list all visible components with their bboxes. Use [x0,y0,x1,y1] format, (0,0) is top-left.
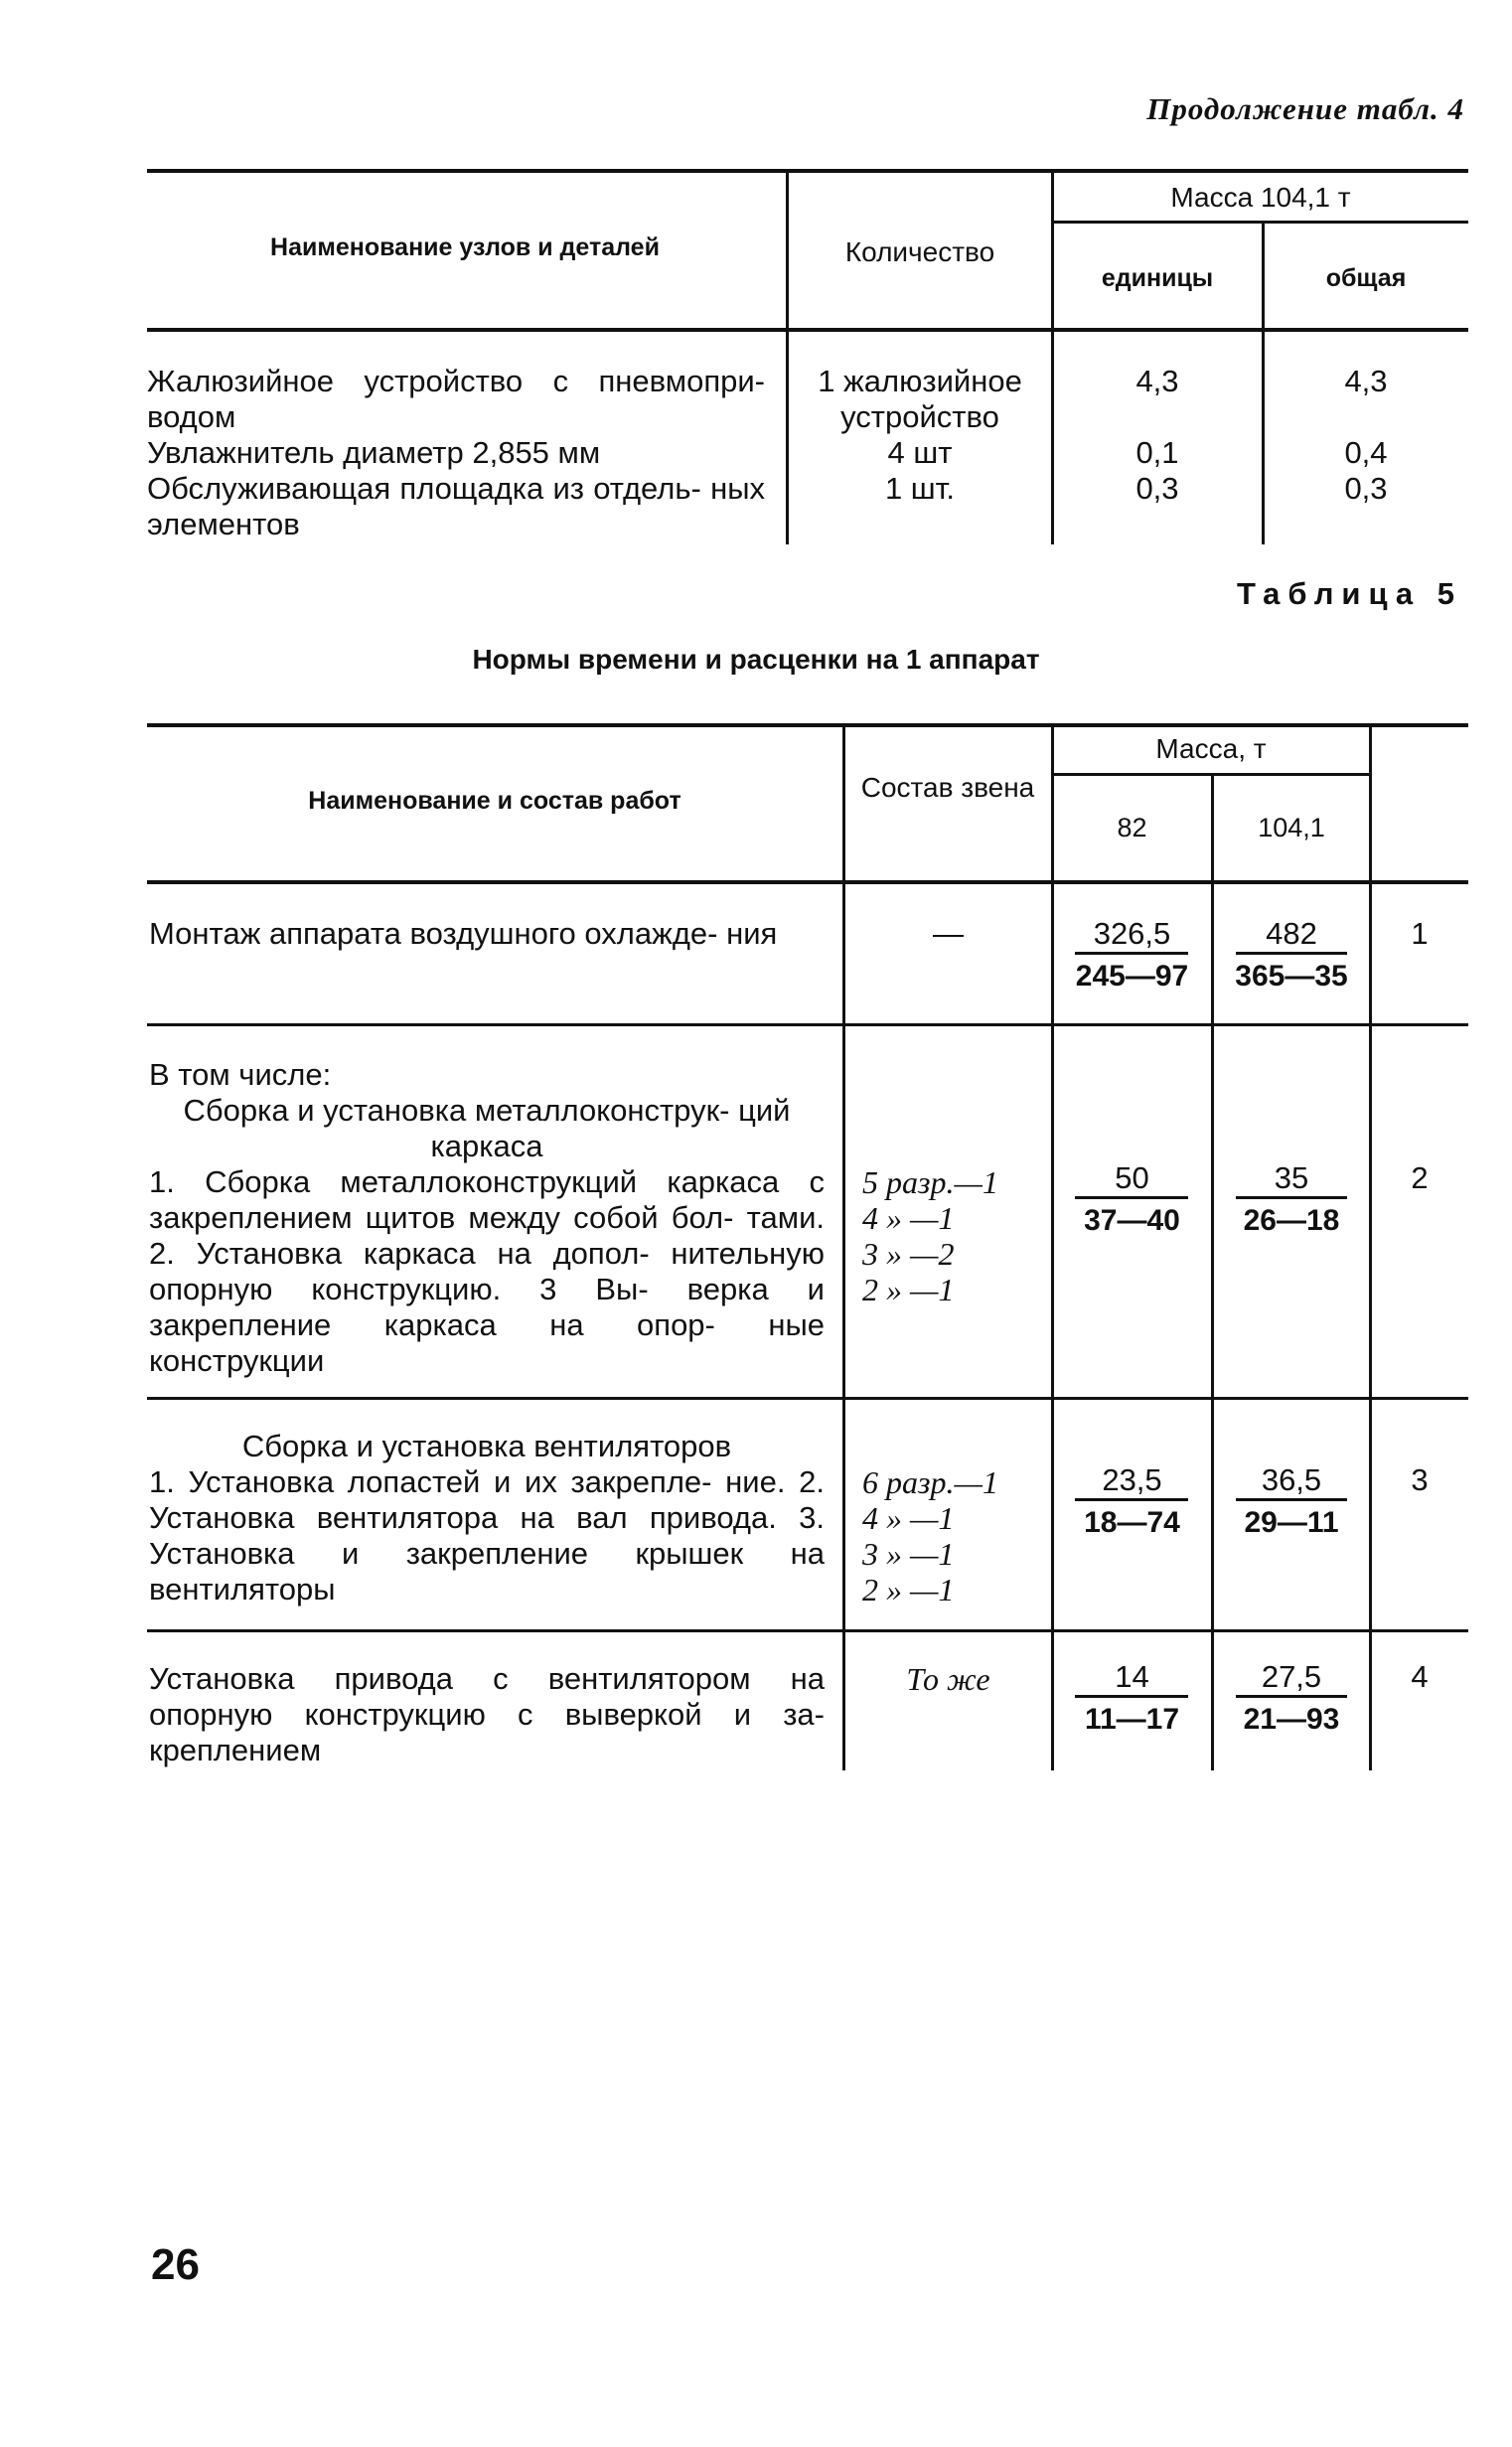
crew-line: 3 » —1 [862,1536,955,1572]
table5-row3-m1-top: 23,5 [1102,1462,1162,1497]
table5-row4-name: Установка привода с вентилятором на опорную конструкцию с выверкой и за- креплением [149,1661,825,1767]
table5-row3-m1-bot: 18—74 [1084,1506,1180,1539]
table5-row3-m2-line [1236,1498,1347,1501]
table5-col-m2: 104,1 [1258,813,1325,842]
table5-vrule-1 [842,723,845,1770]
table5-row3-name: 1. Установка лопастей и их закрепле- ние. 2. Установка вентилятора на вал привода. 3. Установка и закрепление крышек на вентиляторы [149,1464,825,1606]
table5-label: Таблица 5 [1236,576,1462,611]
table5-row4-m2-top: 27,5 [1261,1659,1322,1694]
table5-row2-num: 2 [1411,1160,1429,1195]
table5-row1-m2-bot: 365—35 [1235,960,1348,993]
table5-row1-m2-top: 482 [1266,916,1317,951]
table4-row2-total: 0,4 [1344,435,1388,470]
table5-row1-m1-top: 326,5 [1093,916,1171,951]
table5-col-crew: Состав звена [860,772,1035,803]
table5-header-rule [147,880,1468,884]
table4-row2-name: Увлажнитель диаметр 2,855 мм [147,435,601,470]
table5-row4-m1-line [1075,1695,1188,1698]
table5-row3-m1-line [1075,1498,1188,1501]
table5-row2-m2-top: 35 [1274,1160,1309,1195]
table5-vrule-4 [1369,723,1372,1770]
table5-row2-crew [862,1164,998,1307]
continuation-label: Продолжение табл. 4 [1146,91,1464,126]
table5-row1-rule [147,1023,1468,1026]
table5-row3-rule [147,1629,1468,1632]
table5-row1-m1-bot: 245—97 [1075,960,1189,993]
table5-row4-num: 4 [1411,1659,1429,1694]
table5-row2-rule [147,1397,1468,1400]
table5-row2-m1-top: 50 [1115,1160,1149,1195]
crew-line: 2 » —1 [862,1272,955,1307]
table4-row1-unit: 4,3 [1135,364,1179,398]
crew-line: 3 » —2 [862,1236,955,1272]
crew-line: 5 разр.—1 [862,1164,998,1200]
table4-col-mass: Масса 104,1 т [1170,182,1351,213]
table4-row1-total: 4,3 [1344,364,1388,398]
crew-line: 4 » —1 [862,1500,955,1536]
table5-col-name: Наименование и состав работ [308,787,681,815]
table5-row2-intro: В том числе: [149,1057,332,1092]
table5-row2-m2-bot: 26—18 [1243,1204,1340,1237]
table5-row4-m1-top: 14 [1115,1659,1149,1694]
table5-title: Нормы времени и расценки на 1 аппарат [472,644,1040,675]
table4-row1-name: Жалюзийное устройство с пневмопри- водом [147,364,765,434]
table4-row3-unit: 0,3 [1135,471,1179,506]
table5-col-mass: Масса, т [1155,733,1267,764]
table5-row3-m2-top: 36,5 [1261,1462,1322,1497]
table4-row1-qty: 1 жалюзийное устройство [818,364,1022,434]
page-number: 26 [151,2240,200,2289]
table5-row2-name: 1. Сборка металлоконструкций каркаса с закреплением щитов между собой бол- тами. 2. Установка каркаса на допол- нительную опорную конструкцию. 3 Вы- верка и закрепление каркаса на опор- ные конструкции [149,1164,825,1378]
table5-row3-m2-bot: 29—11 [1244,1506,1339,1539]
table4-row2-unit: 0,1 [1135,435,1179,470]
table5-row3-crew [862,1464,998,1607]
table4-row3-qty: 1 шт. [884,471,956,506]
table5-row2-m2-line [1236,1196,1347,1199]
table5-row1-name: Монтаж аппарата воздушного охлажде- ния [149,916,778,951]
table5-row4-m2-line [1236,1695,1347,1698]
table5-row1-crew: — [933,916,964,951]
crew-line: 4 » —1 [862,1200,955,1236]
table4-col-unit: единицы [1101,264,1214,292]
table5-row1-m2-line [1236,952,1347,955]
table5-row1-num: 1 [1411,916,1429,951]
crew-line: 2 » —1 [862,1572,955,1607]
table4-col-name: Наименование узлов и деталей [270,233,660,261]
table5-row1-m1-line [1075,952,1188,955]
table4-col-qty: Количество [844,236,995,267]
table4-row3-name: Обслуживающая площадка из отдель- ных элементов [147,471,765,541]
table4-top-rule [147,169,1468,173]
table5-row4-crew: То же [906,1661,990,1697]
table4-header-rule [147,328,1468,332]
table5-row2-subtitle: Сборка и установка металлоконструк- ций каркаса [183,1093,791,1163]
table4-row2-qty: 4 шт [887,435,953,470]
table5-col-m1: 82 [1117,813,1147,842]
table4-mass-rule [1053,221,1468,224]
table5-row4-m1-bot: 11—17 [1084,1703,1180,1736]
table4-row3-total: 0,3 [1344,471,1388,506]
table5-top-rule [147,723,1468,727]
table5-vrule-2 [1051,723,1054,1770]
table5-row2-m1-bot: 37—40 [1084,1204,1180,1237]
table5-row3-subtitle: Сборка и установка вентиляторов [241,1429,732,1463]
table5-row3-num: 3 [1411,1462,1429,1497]
table5-row4-m2-bot: 21—93 [1243,1703,1340,1736]
table4-col-total: общая [1325,264,1407,292]
table5-row2-m1-line [1075,1196,1188,1199]
crew-line: 6 разр.—1 [862,1464,998,1500]
